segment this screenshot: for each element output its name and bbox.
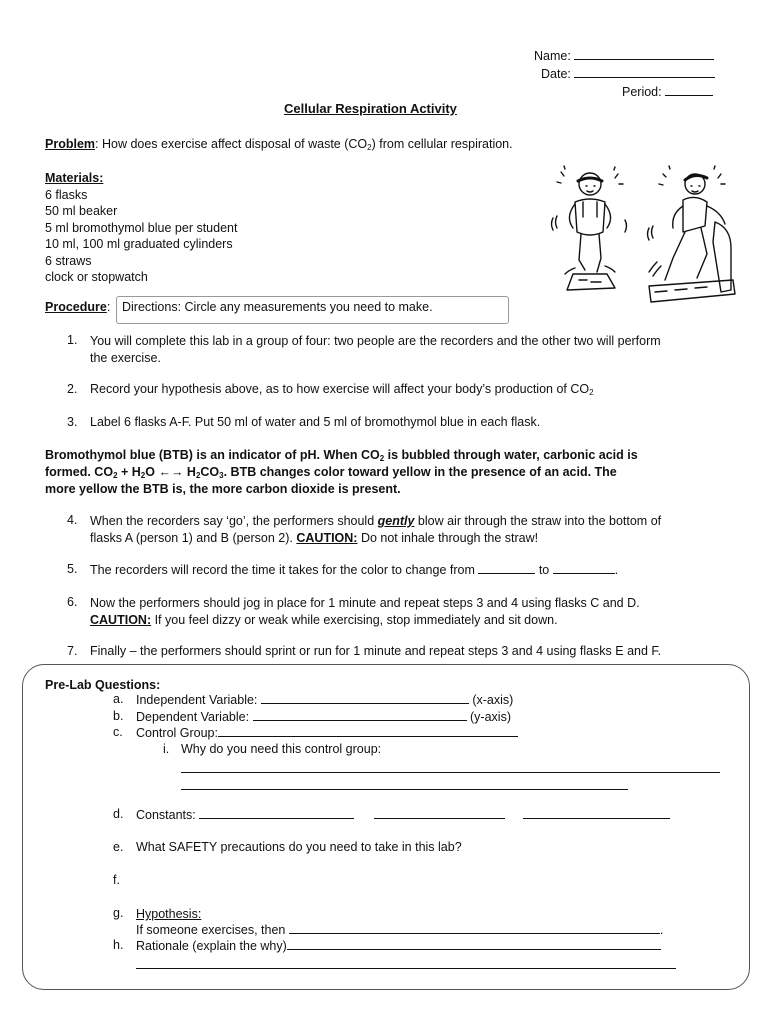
step-number: 3. xyxy=(67,415,78,429)
step-3: Label 6 flasks A-F. Put 50 ml of water and 5 ml of bromothymol blue in each flask. xyxy=(90,415,541,429)
question-e: What SAFETY precautions do you need to take in this lab? xyxy=(136,840,462,854)
question-c xyxy=(136,725,518,740)
step-6 xyxy=(90,595,640,629)
btb-paragraph xyxy=(45,447,638,498)
name-blank[interactable] xyxy=(574,48,714,60)
color-from-blank[interactable] xyxy=(478,562,535,574)
double-arrow-icon: ←→ xyxy=(158,465,184,479)
procedure-label: Procedure xyxy=(45,300,107,314)
btb-text: . BTB changes color toward yellow in the presence of an acid. The xyxy=(223,465,617,479)
problem-label: Problem xyxy=(45,137,96,151)
independent-variable-blank[interactable] xyxy=(261,692,469,704)
btb-subscript: 2 xyxy=(140,471,146,480)
hypothesis-period: . xyxy=(659,923,664,937)
problem-text-end: ) from cellular respiration. xyxy=(371,137,513,151)
btb-text: + H xyxy=(117,465,141,479)
btb-subscript: 2 xyxy=(195,471,201,480)
question-d xyxy=(136,807,670,822)
question-letter: g. xyxy=(113,906,124,920)
question-a-text: Independent Variable: xyxy=(136,693,261,707)
material-item: 10 ml, 100 ml graduated cylinders xyxy=(45,237,233,251)
constant-blank[interactable] xyxy=(523,807,670,819)
btb-text: Bromothymol blue (BTB) is an indicator of pH. When CO xyxy=(45,448,380,462)
step-4-text: When the recorders say ‘go’, the performers should xyxy=(90,514,378,528)
question-letter: d. xyxy=(113,807,124,821)
step-number: 6. xyxy=(67,595,78,609)
step-2 xyxy=(90,382,594,396)
rationale-blank[interactable] xyxy=(136,957,676,969)
question-letter: i. xyxy=(163,742,170,756)
btb-line-1 xyxy=(45,447,638,464)
date-label: Date: xyxy=(541,67,571,81)
question-letter: h. xyxy=(113,938,124,952)
period-blank[interactable] xyxy=(665,84,713,96)
gently-emphasis: gently xyxy=(377,514,415,528)
question-b xyxy=(136,709,511,724)
name-label: Name: xyxy=(534,49,571,63)
material-item: 5 ml bromothymol blue per student xyxy=(45,220,238,235)
procedure-heading xyxy=(45,300,110,314)
step-1-line: You will complete this lab in a group of four: two people are the recorders and the other two will perform xyxy=(90,334,661,348)
period-label: Period: xyxy=(622,85,662,99)
btb-text: formed. CO xyxy=(45,465,114,479)
question-letter: f. xyxy=(113,873,120,887)
step-number: 4. xyxy=(67,513,78,527)
materials-list xyxy=(45,170,237,286)
step-number: 2. xyxy=(67,382,78,396)
x-axis-label: (x-axis) xyxy=(472,693,514,707)
material-item: 50 ml beaker xyxy=(45,204,118,218)
rationale-blank[interactable] xyxy=(287,938,661,950)
color-to-blank[interactable] xyxy=(553,562,615,574)
step-1 xyxy=(90,333,661,367)
step-5-text: to xyxy=(535,563,553,577)
materials-label: Materials: xyxy=(45,171,104,185)
date-field[interactable] xyxy=(541,66,715,81)
control-reason-blank[interactable] xyxy=(181,778,628,790)
problem-subscript: 2 xyxy=(367,143,372,152)
question-letter: b. xyxy=(113,709,124,723)
step-4-text: flasks A (person 1) and B (person 2). xyxy=(90,531,297,545)
step-2-text: Record your hypothesis above, as to how exercise will affect your body’s production of CO xyxy=(90,382,590,396)
step-6-text: If you feel dizzy or weak while exercising, stop immediately and sit down. xyxy=(151,613,558,627)
step-4-text: Do not inhale through the straw! xyxy=(357,531,539,545)
question-d-text: Constants: xyxy=(136,808,200,822)
step-7: Finally – the performers should sprint or run for 1 minute and repeat steps 3 and 4 using flasks E and F. xyxy=(90,644,662,658)
prelab-title: Pre-Lab Questions: xyxy=(45,678,161,692)
period-field[interactable] xyxy=(622,84,713,99)
step-2-subscript: 2 xyxy=(589,388,594,397)
btb-subscript: 2 xyxy=(379,454,385,463)
control-group-blank[interactable] xyxy=(218,725,518,737)
date-blank[interactable] xyxy=(574,66,715,78)
material-item: 6 straws xyxy=(45,253,92,268)
hypothesis-label: Hypothesis: xyxy=(136,907,202,921)
control-reason-blank[interactable] xyxy=(181,761,720,773)
step-number: 7. xyxy=(67,644,78,658)
procedure-colon: : xyxy=(106,300,111,314)
page-title: Cellular Respiration Activity xyxy=(284,101,457,116)
step-4-text: blow air through the straw into the bottom of xyxy=(414,514,662,528)
name-field[interactable] xyxy=(534,48,714,63)
hypothesis-blank[interactable] xyxy=(289,922,660,934)
dependent-variable-blank[interactable] xyxy=(253,709,467,721)
hypothesis-prompt: If someone exercises, then xyxy=(136,923,289,937)
btb-subscript: 2 xyxy=(113,471,118,480)
question-g xyxy=(136,906,663,938)
question-h xyxy=(136,938,661,953)
problem-statement xyxy=(45,137,513,151)
step-5 xyxy=(90,562,618,577)
caution-label: CAUTION: xyxy=(296,531,358,545)
constant-blank[interactable] xyxy=(199,807,354,819)
step-6-text: Now the performers should jog in place for 1 minute and repeat steps 3 and 4 using flasks C and D. xyxy=(90,596,640,610)
question-letter: c. xyxy=(113,725,123,739)
btb-line-3: more yellow the BTB is, the more carbon dioxide is present. xyxy=(45,482,401,496)
step-5-text: The recorders will record the time it takes for the color to change from xyxy=(90,563,479,577)
question-letter: a. xyxy=(113,692,124,706)
directions-text: Directions: Circle any measurements you need to make. xyxy=(122,300,433,314)
constant-blank[interactable] xyxy=(374,807,505,819)
material-item: clock or stopwatch xyxy=(45,270,148,284)
step-4 xyxy=(90,513,661,547)
question-a xyxy=(136,692,513,707)
exercise-illustration xyxy=(545,162,745,308)
y-axis-label: (y-axis) xyxy=(470,710,511,724)
step-number: 1. xyxy=(67,333,78,347)
btb-subscript: 3 xyxy=(219,471,224,480)
btb-text: is bubbled through water, carbonic acid is xyxy=(384,448,638,462)
btb-text: H xyxy=(183,465,196,479)
btb-line-2 xyxy=(45,464,638,481)
caution-label: CAUTION: xyxy=(90,613,152,627)
step-1-line: the exercise. xyxy=(90,351,161,365)
question-h-text: Rationale (explain the why) xyxy=(136,939,287,953)
material-item: 6 flasks xyxy=(45,187,88,202)
btb-text: O xyxy=(145,465,159,479)
problem-text: : How does exercise affect disposal of waste (CO xyxy=(95,137,368,151)
step-number: 5. xyxy=(67,562,78,576)
question-c-text: Control Group: xyxy=(136,726,218,740)
step-5-text: . xyxy=(614,563,619,577)
btb-text: CO xyxy=(200,465,220,479)
question-letter: e. xyxy=(113,840,124,854)
question-c-i: Why do you need this control group: xyxy=(181,742,382,756)
question-b-text: Dependent Variable: xyxy=(136,710,253,724)
